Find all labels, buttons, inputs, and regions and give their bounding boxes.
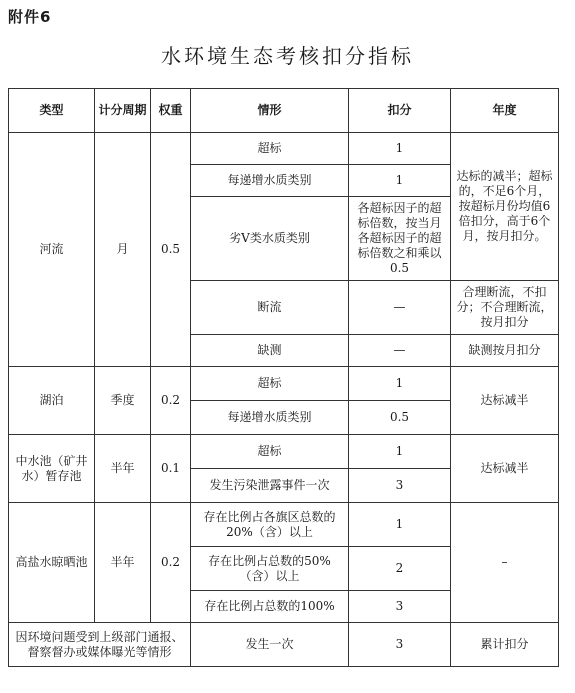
lake-year: 达标减半	[451, 367, 559, 435]
exposure-type: 因环境问题受到上级部门通报、督察督办或媒体曝光等情形	[9, 623, 191, 667]
middle-pond-weight: 0.1	[151, 435, 191, 503]
river-period: 月	[95, 133, 151, 367]
river-situation-1: 超标	[191, 133, 349, 165]
lake-deduction-1: 1	[349, 367, 451, 401]
header-situation: 情形	[191, 89, 349, 133]
river-deduction-3: 各超标因子的超标倍数，按当月各超标因子的超标倍数之和乘以0.5	[349, 197, 451, 281]
header-weight: 权重	[151, 89, 191, 133]
attachment-label: 附件6	[8, 8, 52, 26]
brine-pond-type: 高盐水晾晒池	[9, 503, 95, 623]
header-type: 类型	[9, 89, 95, 133]
river-deduction-4: —	[349, 281, 451, 335]
river-situation-2: 每递增水质类别	[191, 165, 349, 197]
lake-situation-1: 超标	[191, 367, 349, 401]
middle-pond-deduction-1: 1	[349, 435, 451, 469]
lake-type: 湖泊	[9, 367, 95, 435]
river-weight: 0.5	[151, 133, 191, 367]
brine-pond-situation-3: 存在比例占总数的100%	[191, 591, 349, 623]
lake-weight: 0.2	[151, 367, 191, 435]
river-deduction-2: 1	[349, 165, 451, 197]
brine-pond-deduction-3: 3	[349, 591, 451, 623]
table-row	[9, 503, 559, 547]
header-row	[9, 89, 559, 133]
brine-pond-year: –	[451, 503, 559, 623]
brine-pond-period: 半年	[95, 503, 151, 623]
table-row	[9, 623, 559, 667]
brine-pond-deduction-1: 1	[349, 503, 451, 547]
middle-pond-year: 达标减半	[451, 435, 559, 503]
header-period: 计分周期	[95, 89, 151, 133]
header-deduction: 扣分	[349, 89, 451, 133]
middle-pond-situation-2: 发生污染泄露事件一次	[191, 469, 349, 503]
exposure-deduction: 3	[349, 623, 451, 667]
brine-pond-weight: 0.2	[151, 503, 191, 623]
page-title: 水环境生态考核扣分指标	[161, 44, 414, 68]
brine-pond-deduction-2: 2	[349, 547, 451, 591]
river-situation-3: 劣V类水质类别	[191, 197, 349, 281]
river-deduction-1: 1	[349, 133, 451, 165]
river-situation-4: 断流	[191, 281, 349, 335]
header-year: 年度	[451, 89, 559, 133]
middle-pond-type: 中水池（矿井水）暂存池	[9, 435, 95, 503]
brine-pond-situation-2: 存在比例占总数的50%（含）以上	[191, 547, 349, 591]
brine-pond-situation-1: 存在比例占各旗区总数的20%（含）以上	[191, 503, 349, 547]
middle-pond-period: 半年	[95, 435, 151, 503]
table-row	[9, 435, 559, 469]
lake-deduction-2: 0.5	[349, 401, 451, 435]
middle-pond-situation-1: 超标	[191, 435, 349, 469]
lake-situation-2: 每递增水质类别	[191, 401, 349, 435]
river-type: 河流	[9, 133, 95, 367]
river-year-standard: 达标的减半；超标的，不足6个月，按超标月份均值6倍扣分，高于6个月，按月扣分。	[451, 133, 559, 281]
middle-pond-deduction-2: 3	[349, 469, 451, 503]
table-row	[9, 133, 559, 165]
lake-period: 季度	[95, 367, 151, 435]
river-year-cutoff: 合理断流，不扣分；不合理断流，按月扣分	[451, 281, 559, 335]
exposure-year: 累计扣分	[451, 623, 559, 667]
river-situation-5: 缺测	[191, 335, 349, 367]
river-year-missing: 缺测按月扣分	[451, 335, 559, 367]
river-deduction-5: —	[349, 335, 451, 367]
deduction-table	[8, 88, 559, 667]
table-row	[9, 367, 559, 401]
exposure-situation: 发生一次	[191, 623, 349, 667]
